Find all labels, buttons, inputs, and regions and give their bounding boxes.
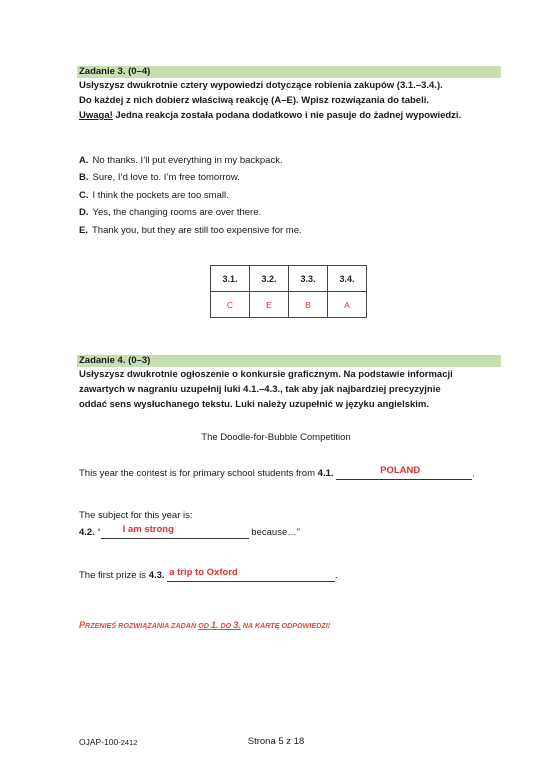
option-text: I think the pockets are too small.	[92, 190, 229, 201]
transfer-text-4: NA KARTĘ ODPOWIEDZI!	[240, 621, 331, 630]
option-text: Sure, I’d love to. I’m free tomorrow.	[92, 172, 240, 183]
transfer-num-1: 1.	[210, 620, 219, 630]
option-d	[79, 207, 261, 219]
sentence-4-2	[79, 524, 300, 539]
gap-number-4-2: 4.2.	[79, 527, 95, 538]
option-text: Thank you, but they are still too expensive for me.	[91, 225, 302, 236]
task4-instr-line3: oddać sens wysłuchanego tekstu. Luki należy uzupełnić w języku angielskim.	[79, 399, 430, 410]
option-a	[79, 155, 283, 167]
task4-instructions	[79, 367, 509, 412]
transfer-answers-note	[79, 620, 330, 630]
task3-warning	[79, 108, 509, 123]
answer-4-3: a trip to Oxford	[169, 567, 238, 578]
transfer-initial: P	[79, 620, 86, 630]
answer-cell-3-1[interactable]: C	[211, 292, 250, 318]
sentence-4-3-text: The first prize is	[79, 570, 149, 581]
answer-cell-3-2[interactable]: E	[250, 292, 289, 318]
sentence-4-3	[79, 567, 338, 582]
sentence-4-2-intro: The subject for this year is:	[79, 510, 193, 521]
task4-instr-line1: Usłyszysz dwukrotnie ogłoszenie o konkursie graficznym. Na podstawie informacji	[79, 369, 453, 380]
task4-title: Zadanie 4. (0–3)	[79, 355, 151, 366]
sentence-4-3-end: .	[335, 570, 338, 581]
answer-table	[210, 265, 367, 318]
task3-instr-line1: Usłyszysz dwukrotnie cztery wypowiedzi dotyczące robienia zakupów (3.1.–3.4.).	[79, 80, 443, 91]
answer-header-3-4: 3.4.	[328, 266, 367, 292]
answer-table-header-row	[211, 266, 367, 292]
sentence-4-1-end: .	[472, 468, 475, 479]
gap-number-4-3: 4.3.	[148, 570, 165, 581]
transfer-text-3: DO	[218, 621, 234, 630]
transfer-text-2: OD	[198, 621, 211, 630]
transfer-num-2: 3.	[233, 620, 241, 630]
option-e	[79, 225, 302, 237]
gap-4-1[interactable]	[336, 465, 472, 480]
exam-code-suffix: -2412	[118, 738, 138, 747]
quote-open: “	[94, 527, 101, 538]
option-letter: E.	[79, 225, 88, 236]
warning-text: Jedna reakcja została podana dodatkowo i nie pasuje do żadnej wypowiedzi.	[112, 110, 462, 121]
answer-header-3-3: 3.3.	[289, 266, 328, 292]
option-b	[79, 172, 240, 184]
exam-code-main: OJAP-100	[79, 737, 119, 747]
answer-cell-3-3[interactable]: B	[289, 292, 328, 318]
answer-header-3-1: 3.1.	[211, 266, 250, 292]
gap-4-2[interactable]	[101, 524, 249, 539]
page-number: Strona 5 z 18	[247, 736, 305, 747]
warning-label: Uwaga!	[79, 110, 113, 121]
answer-cell-3-4[interactable]: A	[328, 292, 367, 318]
competition-heading: The Doodle-for-Bubble Competition	[201, 432, 351, 443]
answer-4-1: POLAND	[380, 465, 421, 476]
option-letter: A.	[79, 155, 89, 166]
gap-number-4-1: 4.1.	[317, 468, 334, 479]
task3-title: Zadanie 3. (0–4)	[79, 66, 151, 77]
task4-instr-line2: zawartych w nagraniu uzupełnij luki 4.1.–4.3., tak aby jak najbardziej precyzyjnie	[79, 384, 441, 395]
answer-header-3-2: 3.2.	[250, 266, 289, 292]
option-letter: D.	[79, 207, 89, 218]
transfer-text-1: RZENIEŚ ROZWIĄZANIA ZADAŃ	[85, 621, 199, 630]
option-text: No thanks. I’ll put everything in my backpack.	[92, 155, 283, 166]
sentence-4-1	[79, 465, 475, 480]
answer-table-value-row	[211, 292, 367, 318]
quote-close: because…”	[248, 527, 300, 538]
option-letter: C.	[79, 190, 89, 201]
task3-instructions	[79, 78, 509, 123]
answer-4-2: I am strong	[122, 524, 174, 535]
sentence-4-1-text: This year the contest is for primary school students from	[79, 468, 318, 479]
option-c	[79, 190, 229, 202]
option-text: Yes, the changing rooms are over there.	[92, 207, 262, 218]
gap-4-3[interactable]	[167, 567, 335, 582]
option-letter: B.	[79, 172, 89, 183]
task3-instr-line2: Do każdej z nich dobierz właściwą reakcję (A–E). Wpisz rozwiązania do tabeli.	[79, 95, 430, 106]
